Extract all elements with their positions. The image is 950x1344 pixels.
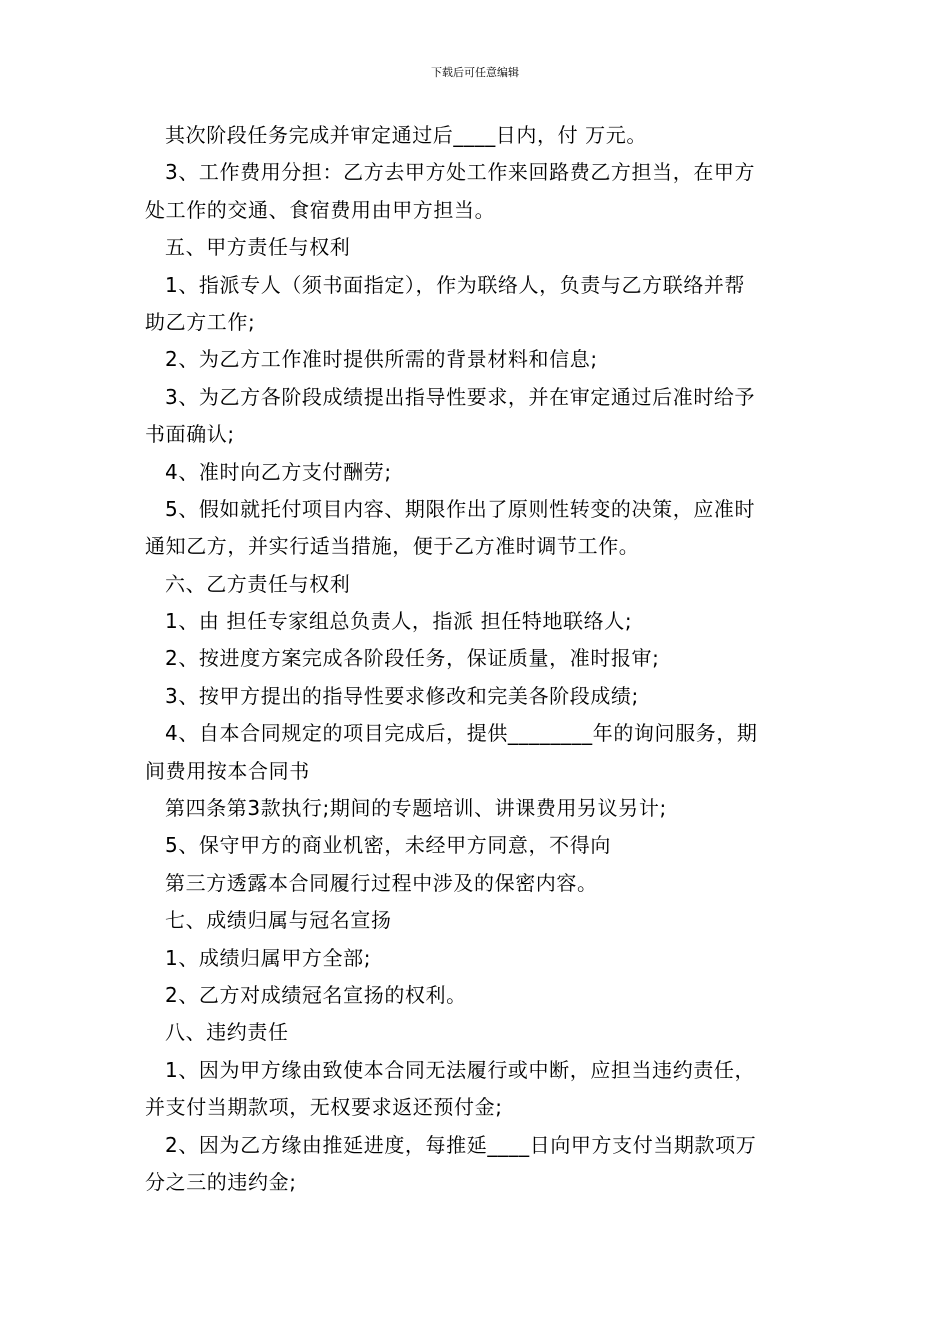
text-line: 3、工作费用分担：乙方去甲方处工作来回路费乙方担当，在甲方 [165, 160, 756, 185]
text-line: 第三方透露本合同履行过程中涉及的保密内容。 [165, 870, 598, 895]
page-header: 下载后可任意编辑 [431, 66, 519, 79]
text-line: 1、成绩归属甲方全部; [165, 945, 372, 970]
text-line: 书面确认; [145, 422, 235, 447]
text-line: 4、自本合同规定的项目完成后，提供________年的询问服务，期 [165, 721, 758, 746]
text-line: 分之三的违约金; [145, 1169, 297, 1194]
text-line: 3、按甲方提出的指导性要求修改和完美各阶段成绩; [165, 683, 639, 708]
section-heading: 五、甲方责任与权利 [165, 235, 351, 260]
text-line: 2、为乙方工作准时提供所需的背景材料和信息; [165, 347, 598, 372]
text-line: 通知乙方，并实行适当措施，便于乙方准时调节工作。 [145, 534, 640, 559]
text-line: 1、因为甲方缘由致使本合同无法履行或中断，应担当违约责任， [165, 1057, 756, 1082]
text-line: 2、因为乙方缘由推延进度，每推延____日向甲方支付当期款项万 [165, 1132, 757, 1157]
text-line: 间费用按本合同书 [145, 758, 310, 783]
section-heading: 六、乙方责任与权利 [165, 571, 351, 596]
text-line: 3、为乙方各阶段成绩提出指导性要求，并在审定通过后准时给予 [165, 384, 756, 409]
document-body [145, 117, 813, 1201]
text-line: 4、准时向乙方支付酬劳; [165, 459, 392, 484]
section-heading: 八、违约责任 [165, 1020, 289, 1045]
text-line: 2、按进度方案完成各阶段任务，保证质量，准时报审; [165, 646, 660, 671]
text-line: 处工作的交通、食宿费用由甲方担当。 [145, 197, 496, 222]
text-line: 1、指派专人（须书面指定），作为联络人，负责与乙方联络并帮 [165, 272, 746, 297]
text-line: 2、乙方对成绩冠名宣扬的权利。 [165, 982, 467, 1007]
section-heading: 七、成绩归属与冠名宣扬 [165, 908, 392, 933]
text-line: 助乙方工作; [145, 309, 256, 334]
text-line: 5、假如就托付项目内容、期限作出了原则性转变的决策，应准时 [165, 496, 756, 521]
text-line: 其次阶段任务完成并审定通过后____日内，付 万元。 [165, 123, 647, 147]
text-line: 第四条第3款执行;期间的专题培训、讲课费用另议另计; [165, 796, 667, 821]
text-line: 5、保守甲方的商业机密，未经甲方同意，不得向 [165, 833, 611, 858]
text-line: 并支付当期款项，无权要求返还预付金; [145, 1095, 503, 1120]
text-line: 1、由 担任专家组总负责人，指派 担任特地联络人; [165, 609, 633, 634]
